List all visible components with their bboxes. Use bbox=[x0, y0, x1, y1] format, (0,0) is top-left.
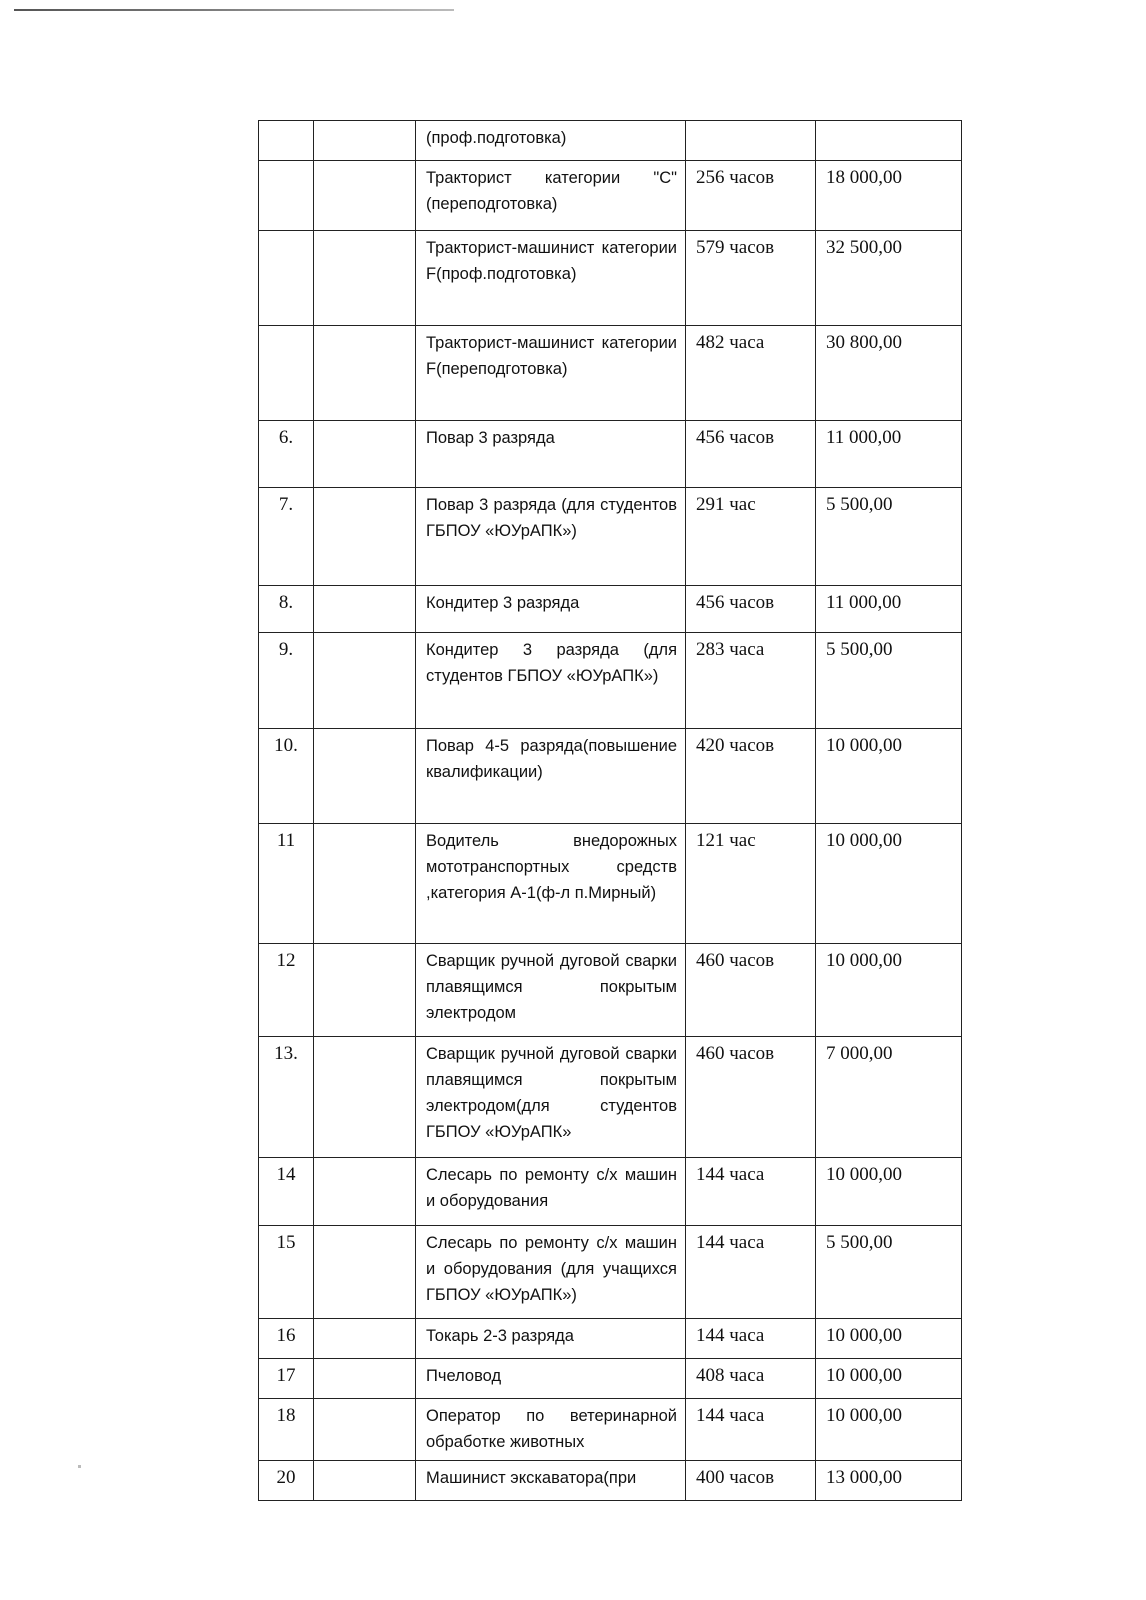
table-row bbox=[259, 326, 962, 421]
course-price: 10 000,00 bbox=[816, 729, 962, 824]
blank-cell bbox=[314, 1158, 416, 1226]
course-hours: 579 часов bbox=[686, 231, 816, 326]
course-hours: 460 часов bbox=[686, 944, 816, 1037]
course-price: 30 800,00 bbox=[816, 326, 962, 421]
course-name: Тракторист-машинист категории F(переподготовка) bbox=[416, 326, 686, 421]
blank-cell bbox=[314, 1399, 416, 1461]
course-hours: 408 часа bbox=[686, 1359, 816, 1399]
table-row bbox=[259, 1037, 962, 1158]
blank-cell bbox=[314, 1461, 416, 1501]
row-number: 10. bbox=[259, 729, 314, 824]
course-name: Водитель внедорожных мототранспортных средств ,категория А-1(ф-л п.Мирный) bbox=[416, 824, 686, 944]
course-hours bbox=[686, 121, 816, 161]
course-hours: 144 часа bbox=[686, 1399, 816, 1461]
row-number: 18 bbox=[259, 1399, 314, 1461]
course-name: Сварщик ручной дуговой сварки плавящимся покрытым электродом(для студентов ГБПОУ «ЮУрАПК» bbox=[416, 1037, 686, 1158]
table-row bbox=[259, 633, 962, 729]
blank-cell bbox=[314, 488, 416, 586]
table-row bbox=[259, 488, 962, 586]
course-hours: 460 часов bbox=[686, 1037, 816, 1158]
course-hours: 456 часов bbox=[686, 421, 816, 488]
table-row bbox=[259, 121, 962, 161]
row-number: 6. bbox=[259, 421, 314, 488]
table-row bbox=[259, 421, 962, 488]
course-price: 18 000,00 bbox=[816, 161, 962, 231]
course-hours: 283 часа bbox=[686, 633, 816, 729]
course-price: 5 500,00 bbox=[816, 488, 962, 586]
course-name: Повар 3 разряда bbox=[416, 421, 686, 488]
row-number: 11 bbox=[259, 824, 314, 944]
blank-cell bbox=[314, 944, 416, 1037]
row-number bbox=[259, 231, 314, 326]
row-number bbox=[259, 161, 314, 231]
blank-cell bbox=[314, 231, 416, 326]
course-price: 10 000,00 bbox=[816, 944, 962, 1037]
course-name: Повар 3 разряда (для студентов ГБПОУ «ЮУрАПК») bbox=[416, 488, 686, 586]
row-number: 12 bbox=[259, 944, 314, 1037]
table-row bbox=[259, 161, 962, 231]
scan-artifact-line bbox=[14, 9, 454, 11]
course-price: 5 500,00 bbox=[816, 633, 962, 729]
blank-cell bbox=[314, 586, 416, 633]
row-number: 20 bbox=[259, 1461, 314, 1501]
course-price: 11 000,00 bbox=[816, 586, 962, 633]
table-row bbox=[259, 1158, 962, 1226]
table-row bbox=[259, 1319, 962, 1359]
course-hours: 121 час bbox=[686, 824, 816, 944]
course-name: Слесарь по ремонту с/х машин и оборудования (для учащихся ГБПОУ «ЮУрАПК») bbox=[416, 1226, 686, 1319]
row-number bbox=[259, 121, 314, 161]
blank-cell bbox=[314, 421, 416, 488]
course-name: Пчеловод bbox=[416, 1359, 686, 1399]
course-hours: 144 часа bbox=[686, 1226, 816, 1319]
course-hours: 482 часа bbox=[686, 326, 816, 421]
course-price: 11 000,00 bbox=[816, 421, 962, 488]
row-number: 8. bbox=[259, 586, 314, 633]
course-hours: 144 часа bbox=[686, 1158, 816, 1226]
course-price: 32 500,00 bbox=[816, 231, 962, 326]
scan-artifact-dot bbox=[78, 1465, 81, 1468]
course-price: 10 000,00 bbox=[816, 1158, 962, 1226]
course-name: Кондитер 3 разряда (для студентов ГБПОУ «ЮУрАПК») bbox=[416, 633, 686, 729]
course-price bbox=[816, 121, 962, 161]
blank-cell bbox=[314, 326, 416, 421]
course-name: Сварщик ручной дуговой сварки плавящимся покрытым электродом bbox=[416, 944, 686, 1037]
blank-cell bbox=[314, 1319, 416, 1359]
blank-cell bbox=[314, 161, 416, 231]
row-number: 14 bbox=[259, 1158, 314, 1226]
course-name: Тракторист категории "С" (переподготовка) bbox=[416, 161, 686, 231]
row-number: 13. bbox=[259, 1037, 314, 1158]
table-row bbox=[259, 824, 962, 944]
table-row bbox=[259, 231, 962, 326]
course-hours: 420 часов bbox=[686, 729, 816, 824]
course-name: Токарь 2-3 разряда bbox=[416, 1319, 686, 1359]
course-price: 7 000,00 bbox=[816, 1037, 962, 1158]
course-hours: 144 часа bbox=[686, 1319, 816, 1359]
course-name: Тракторист-машинист категории F(проф.подготовка) bbox=[416, 231, 686, 326]
row-number: 9. bbox=[259, 633, 314, 729]
price-table bbox=[258, 120, 962, 1501]
row-number bbox=[259, 326, 314, 421]
blank-cell bbox=[314, 1037, 416, 1158]
table-row bbox=[259, 1461, 962, 1501]
course-price: 10 000,00 bbox=[816, 824, 962, 944]
course-name: Оператор по ветеринарной обработке животных bbox=[416, 1399, 686, 1461]
course-name: Повар 4-5 разряда(повышение квалификации) bbox=[416, 729, 686, 824]
table-row bbox=[259, 944, 962, 1037]
table-row bbox=[259, 586, 962, 633]
row-number: 15 bbox=[259, 1226, 314, 1319]
table-row bbox=[259, 1359, 962, 1399]
table-row bbox=[259, 729, 962, 824]
blank-cell bbox=[314, 1359, 416, 1399]
course-hours: 256 часов bbox=[686, 161, 816, 231]
course-name: Машинист экскаватора(при bbox=[416, 1461, 686, 1501]
course-price: 10 000,00 bbox=[816, 1319, 962, 1359]
course-name: (проф.подготовка) bbox=[416, 121, 686, 161]
course-hours: 400 часов bbox=[686, 1461, 816, 1501]
course-price: 13 000,00 bbox=[816, 1461, 962, 1501]
blank-cell bbox=[314, 1226, 416, 1319]
course-hours: 456 часов bbox=[686, 586, 816, 633]
course-name: Кондитер 3 разряда bbox=[416, 586, 686, 633]
blank-cell bbox=[314, 633, 416, 729]
blank-cell bbox=[314, 729, 416, 824]
table-row bbox=[259, 1399, 962, 1461]
row-number: 7. bbox=[259, 488, 314, 586]
course-price: 10 000,00 bbox=[816, 1399, 962, 1461]
row-number: 17 bbox=[259, 1359, 314, 1399]
course-hours: 291 час bbox=[686, 488, 816, 586]
course-price: 5 500,00 bbox=[816, 1226, 962, 1319]
row-number: 16 bbox=[259, 1319, 314, 1359]
course-name: Слесарь по ремонту с/х машин и оборудования bbox=[416, 1158, 686, 1226]
table-row bbox=[259, 1226, 962, 1319]
blank-cell bbox=[314, 121, 416, 161]
blank-cell bbox=[314, 824, 416, 944]
course-price: 10 000,00 bbox=[816, 1359, 962, 1399]
